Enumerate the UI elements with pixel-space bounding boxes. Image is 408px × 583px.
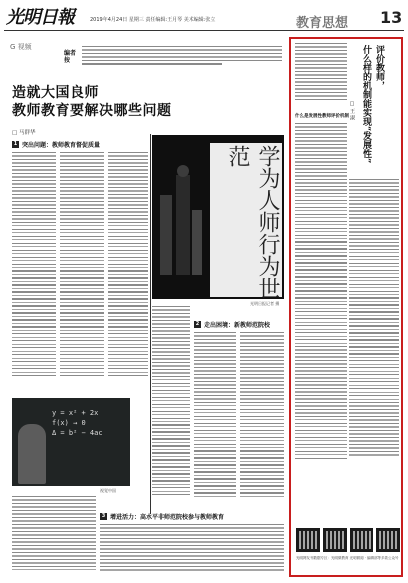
subheading-3 <box>100 512 224 521</box>
column-divider <box>150 134 151 514</box>
editor-note-tag: 编者按 <box>64 50 77 64</box>
text-column <box>295 43 347 107</box>
page-number: 13 <box>380 8 403 27</box>
subheading-number: 1 <box>13 141 18 147</box>
newspaper-logo: 光明日報 <box>6 7 74 28</box>
text-column <box>152 306 190 506</box>
photo-calligraphy-text: 学为人师行为世范 <box>225 145 280 299</box>
photo-classroom <box>12 398 130 486</box>
text-column <box>100 524 284 578</box>
main-author: □ 马群华 <box>12 130 36 136</box>
dateline: 2019年4月24日 星期三 责任编辑:王月琴 美术编辑:张立 <box>90 17 216 23</box>
text-column <box>295 123 347 523</box>
editor-note-text <box>82 46 282 74</box>
editor-note <box>8 40 276 72</box>
photo-credit: 光明日报记者 摄 <box>250 301 280 306</box>
headline-line-1: 造就大国良师 <box>12 85 99 101</box>
qr-code-icon[interactable] <box>376 528 400 552</box>
subheading-number: 2 <box>195 321 200 327</box>
text-column <box>194 332 236 510</box>
subheading-number: 3 <box>101 513 106 519</box>
text-column <box>108 152 148 392</box>
main-headline <box>12 84 280 120</box>
highlighted-article[interactable] <box>289 37 403 577</box>
photo-people-silhouette <box>156 155 206 275</box>
photo-teacher-silhouette <box>18 424 46 484</box>
page-footer: 光明网友刊数据专区：光明微教育 光明微阅 · 编辑部等多款公众号 <box>296 556 399 560</box>
section-title: 教育思想 <box>296 16 349 31</box>
subheading-text: 突出问题：教师教育督促质量 <box>22 142 101 149</box>
qr-code-row <box>296 528 400 554</box>
side-subheading: 什么是发展性教师评价机制 <box>295 114 349 119</box>
side-title-a: 评价教师， <box>374 45 384 90</box>
video-label: G 视频 <box>10 43 32 51</box>
subheading-2 <box>194 320 270 329</box>
subheading-text: 增进活力：高水平非师范院校参与教师教育 <box>110 514 225 521</box>
qr-code-icon[interactable] <box>350 528 374 552</box>
subheading-text: 走出困境：新教师范院校 <box>204 322 271 329</box>
text-column <box>12 496 96 576</box>
side-title-b: 什么样的机制能实现“发展性” <box>361 45 371 164</box>
qr-code-icon[interactable] <box>296 528 320 552</box>
text-column <box>60 152 104 392</box>
photo-credit-2: 视觉中国 <box>100 488 116 493</box>
masthead <box>4 3 404 31</box>
text-column <box>12 152 56 392</box>
headline-line-2: 教师教育要解决哪些问题 <box>12 103 172 119</box>
side-author: □ 王 淑 <box>349 101 355 121</box>
photo-blackboard: y = x² + 2x f(x) → 0 Δ = b² − 4ac <box>52 409 103 437</box>
text-column <box>240 332 284 510</box>
qr-code-icon[interactable] <box>323 528 347 552</box>
photo-calligraphy <box>152 135 284 299</box>
text-column <box>349 179 399 523</box>
subheading-1 <box>12 140 100 149</box>
